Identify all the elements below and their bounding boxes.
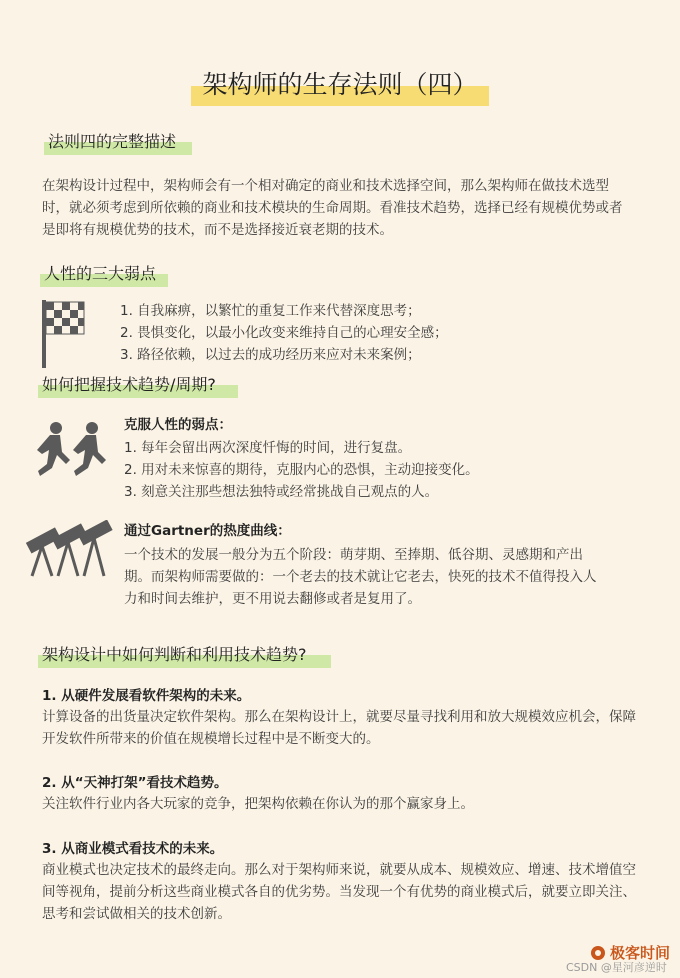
list-item: 2. 畏惧变化，以最小化改变来维持自己的心理安全感；	[120, 325, 448, 341]
list-item: 3. 刻意关注那些想法独特或经常挑战自己观点的人。	[124, 484, 439, 500]
point1-text: 计算设备的出货量决定软件架构。那么在架构设计上，就要尽量寻找利用和放大规模效应机会，保障开发软件所带来的价值在规模增长过程中是不断变大的。	[42, 709, 636, 747]
page-title: 架构师的生存法则（四）	[185, 66, 495, 104]
point2-text: 关注软件行业内各大玩家的竞争，把架构依赖在你认为的那个赢家身上。	[42, 796, 474, 812]
list-item: 2. 用对未来惊喜的期待，克服内心的恐惧，主动迎接变化。	[124, 462, 479, 478]
section3-heading: 如何把握技术趋势/周期?	[42, 373, 234, 397]
point3-title: 3. 从商业模式看技术的未来。	[42, 841, 224, 857]
section1-text: 在架构设计过程中，架构师会有一个相对确定的商业和技术选择空间，那么架构师在做技术选型时，就必须考虑到所依赖的商业和技术模块的生命周期。看准技术趋势，选择已经有规模优势或者是即将有规模优势的技术，而不是选择接近衰老期的技术。	[42, 178, 623, 238]
point1-title: 1. 从硬件发展看软件架构的未来。	[42, 688, 251, 704]
watermark: CSDN @星河彦逆时	[566, 961, 667, 974]
block1-title: 克服人性的弱点：	[124, 417, 232, 433]
checkered-flag-icon	[40, 298, 86, 370]
block2-text: 一个技术的发展一般分为五个阶段：萌芽期、至捧期、低谷期、灵感期和产出期。而架构师需要做的：一个老去的技术就让它老去，快死的技术不值得投入人力和时间去维护，更不用说去翻修或者是复用了。	[124, 547, 597, 607]
list-item: 1. 每年会留出两次深度忏悔的时间，进行复盘。	[124, 440, 412, 456]
telescope-icon	[24, 520, 114, 578]
block1-list	[124, 437, 604, 503]
runners-icon	[32, 420, 114, 482]
point2-title: 2. 从“天神打架”看技术趋势。	[42, 775, 228, 791]
section1-heading: 法则四的完整描述	[48, 130, 188, 154]
brand-logo: 极客时间	[590, 942, 670, 963]
section2-heading: 人性的三大弱点	[44, 262, 164, 286]
block2-title: 通过Gartner的热度曲线：	[124, 523, 291, 539]
section4-heading: 架构设计中如何判断和利用技术趋势?	[42, 643, 327, 667]
list-item: 3. 路径依赖，以过去的成功经历来应对未来案例；	[120, 347, 421, 363]
list-item: 1. 自我麻痹，以繁忙的重复工作来代替深度思考；	[120, 303, 421, 319]
weakness-list	[120, 300, 600, 366]
point3-text: 商业模式也决定技术的最终走向。那么对于架构师来说，就要从成本、规模效应、增速、技术增值空间等视角，提前分析这些商业模式各自的优劣势。当发现一个有优势的商业模式后，就要立即关注、思考和尝试做相关的技术创新。	[42, 862, 636, 922]
